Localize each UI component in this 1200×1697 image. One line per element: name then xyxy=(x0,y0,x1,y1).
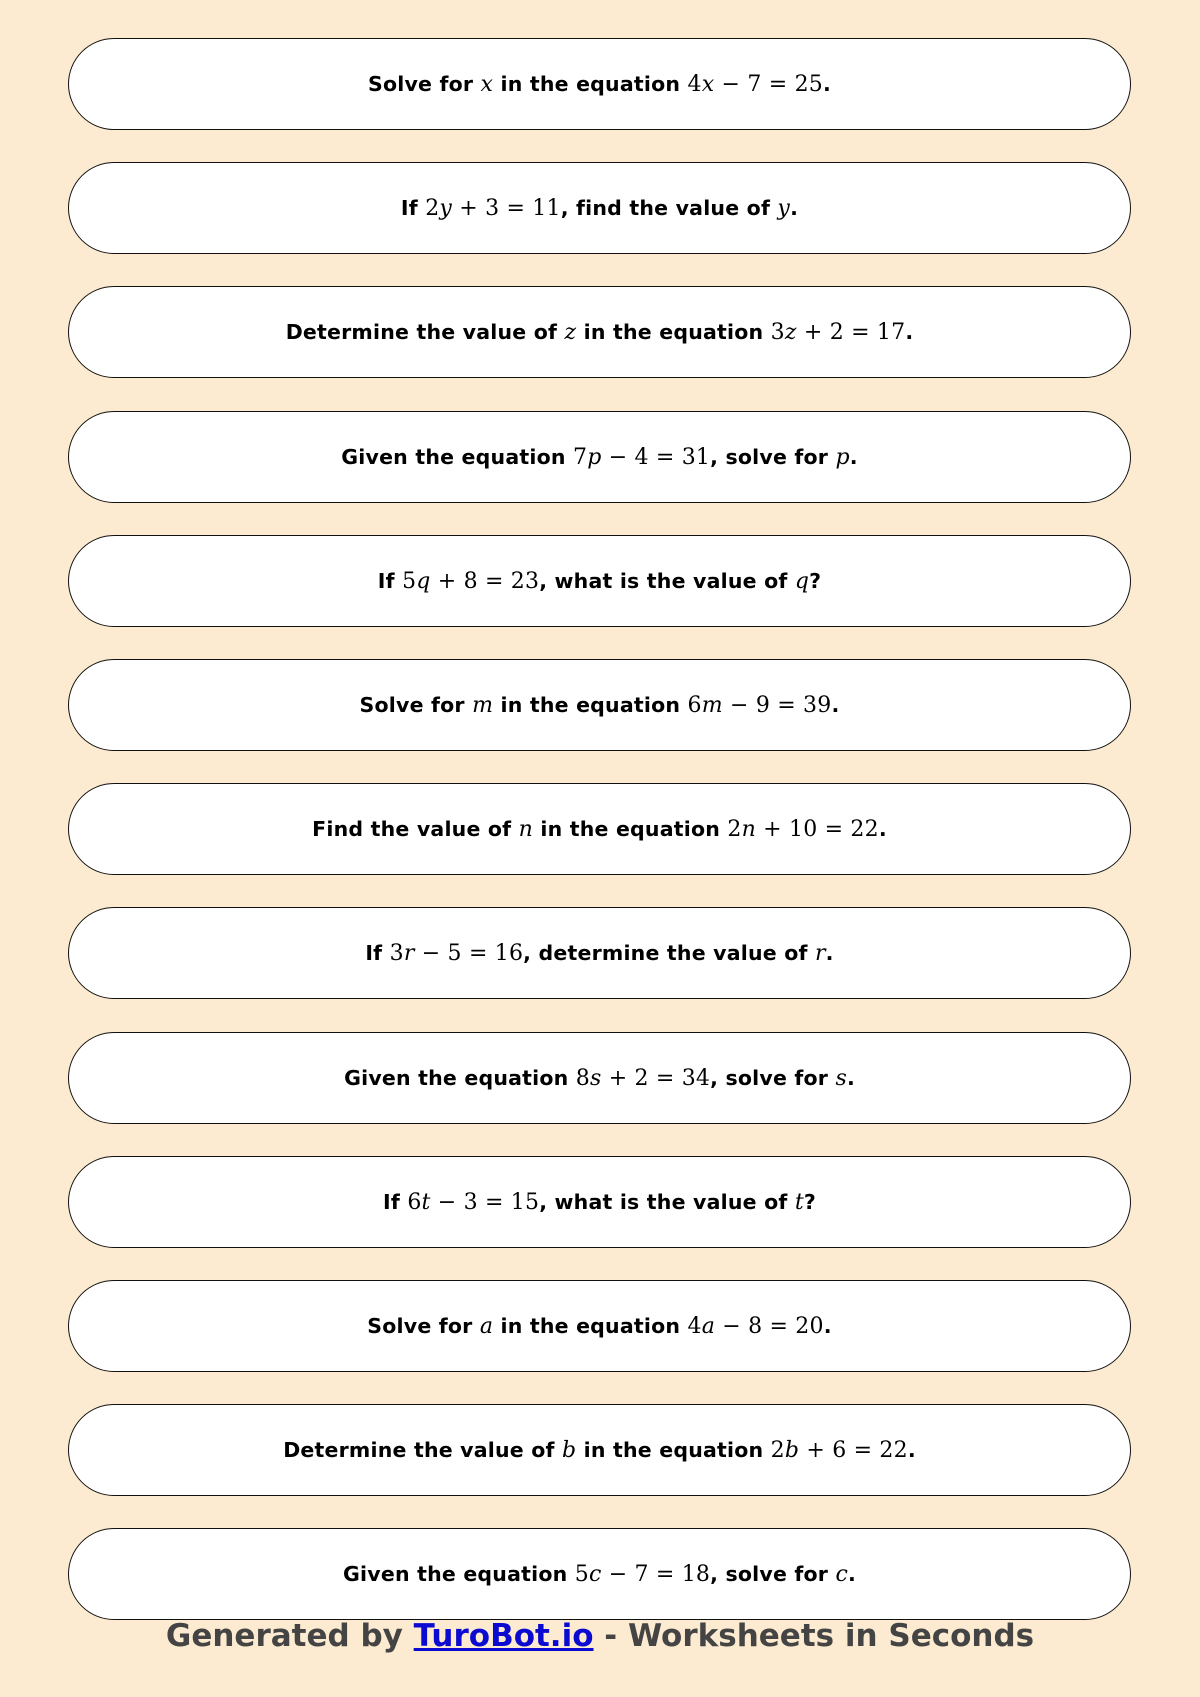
math-variable: p xyxy=(835,444,850,470)
question-card xyxy=(68,1404,1131,1496)
math-expression xyxy=(771,320,906,345)
math-expression xyxy=(573,445,710,470)
question-text xyxy=(378,569,821,594)
question-text-segment: . xyxy=(849,444,858,469)
math-variable: t xyxy=(794,1189,804,1215)
question-text-segment: Given the equation xyxy=(343,1561,575,1586)
question-text-segment: Determine the value of xyxy=(285,319,565,344)
math-term: 6 xyxy=(687,692,702,718)
math-variable: x xyxy=(480,71,494,97)
question-text xyxy=(343,1562,856,1587)
math-expression xyxy=(835,445,849,470)
footer-prefix: Generated by xyxy=(165,1618,414,1654)
math-variable: m xyxy=(701,692,723,718)
math-variable: b xyxy=(784,1437,800,1463)
math-term: 8 xyxy=(575,1065,590,1091)
question-card xyxy=(68,411,1131,503)
math-term: 5 xyxy=(402,568,417,594)
math-expression xyxy=(835,1066,847,1091)
math-variable: n xyxy=(741,816,756,842)
question-card xyxy=(68,162,1131,254)
question-card xyxy=(68,535,1131,627)
math-expression xyxy=(688,1314,824,1339)
question-text-segment: Given the equation xyxy=(344,1065,576,1090)
question-card xyxy=(68,1032,1131,1124)
math-variable: t xyxy=(421,1189,431,1215)
math-expression xyxy=(519,817,533,842)
math-expression xyxy=(777,196,790,221)
question-text-segment: Solve for xyxy=(359,692,473,717)
question-text-segment: Given the equation xyxy=(341,444,573,469)
footer-suffix: - Worksheets in Seconds xyxy=(593,1618,1035,1654)
question-text xyxy=(401,196,798,221)
math-variable: c xyxy=(835,1561,848,1587)
question-text-segment: . xyxy=(907,1437,916,1462)
math-expression xyxy=(688,693,832,718)
math-expression xyxy=(688,72,823,97)
math-term: + 2 = 17 xyxy=(796,319,906,345)
question-text-segment: , what is the value of xyxy=(539,568,795,593)
math-expression xyxy=(472,693,493,718)
math-term: − 7 = 18 xyxy=(601,1561,711,1587)
question-text-segment: . xyxy=(825,940,834,965)
math-term: 2 xyxy=(727,816,742,842)
question-text-segment: , determine the value of xyxy=(523,940,815,965)
math-term: − 3 = 15 xyxy=(430,1189,540,1215)
math-term: + 3 = 11 xyxy=(452,195,561,221)
math-variable: y xyxy=(439,195,453,221)
math-variable: z xyxy=(564,319,577,345)
math-term: 7 xyxy=(573,444,588,470)
math-term: 5 xyxy=(574,1561,589,1587)
math-expression xyxy=(835,1562,848,1587)
question-text-segment: If xyxy=(377,568,403,593)
math-variable: m xyxy=(472,692,494,718)
question-text-segment: . xyxy=(822,71,831,96)
math-expression xyxy=(795,569,809,594)
math-variable: x xyxy=(701,71,715,97)
math-term: − 5 = 16 xyxy=(414,940,524,966)
question-text-segment: Solve for xyxy=(367,1313,480,1338)
math-variable: r xyxy=(814,940,826,966)
math-term: − 7 = 25 xyxy=(714,71,823,97)
question-text-segment: in the equation xyxy=(576,319,771,344)
turobot-link[interactable]: TuroBot.io xyxy=(413,1618,594,1654)
question-text-segment: , solve for xyxy=(710,1561,836,1586)
math-term: 3 xyxy=(389,940,404,966)
question-card xyxy=(68,659,1131,751)
question-text-segment: , solve for xyxy=(710,1065,836,1090)
math-expression xyxy=(481,72,494,97)
math-variable: a xyxy=(479,1313,494,1339)
question-text-segment: in the equation xyxy=(493,692,688,717)
question-text xyxy=(367,1314,831,1339)
question-text xyxy=(360,693,840,718)
question-text-segment: ? xyxy=(809,568,822,593)
math-expression xyxy=(564,320,576,345)
math-variable: s xyxy=(835,1065,847,1091)
math-variable: s xyxy=(590,1065,602,1091)
math-term: + 2 = 34 xyxy=(601,1065,711,1091)
question-text-segment: . xyxy=(905,319,914,344)
question-text-segment: . xyxy=(847,1561,856,1586)
math-term: + 10 = 22 xyxy=(755,816,879,842)
math-expression xyxy=(771,1438,908,1463)
math-variable: q xyxy=(794,568,810,594)
math-variable: y xyxy=(777,195,791,221)
math-expression xyxy=(402,569,539,594)
math-expression xyxy=(562,1438,576,1463)
math-variable: p xyxy=(587,444,602,470)
math-variable: z xyxy=(784,319,797,345)
math-variable: a xyxy=(701,1313,716,1339)
footer xyxy=(0,1618,1200,1654)
question-text-segment: . xyxy=(878,816,887,841)
question-text-segment: . xyxy=(831,692,840,717)
math-expression xyxy=(425,196,560,221)
question-card xyxy=(68,1280,1131,1372)
math-term: 4 xyxy=(687,71,702,97)
question-text-segment: . xyxy=(846,1065,855,1090)
question-card xyxy=(68,1528,1131,1620)
math-term: + 6 = 22 xyxy=(799,1437,908,1463)
math-term: 6 xyxy=(407,1189,422,1215)
math-term: − 4 = 31 xyxy=(601,444,711,470)
question-card xyxy=(68,783,1131,875)
question-text-segment: If xyxy=(365,940,390,965)
question-text xyxy=(283,1438,916,1463)
question-text-segment: . xyxy=(823,1313,832,1338)
math-expression xyxy=(390,941,524,966)
question-text-segment: . xyxy=(790,195,799,220)
math-variable: c xyxy=(588,1561,602,1587)
math-expression xyxy=(480,1314,493,1339)
question-text xyxy=(365,941,833,966)
question-text-segment: If xyxy=(400,195,426,220)
question-text-segment: in the equation xyxy=(576,1437,771,1462)
math-variable: r xyxy=(403,940,415,966)
math-term: 2 xyxy=(770,1437,785,1463)
question-text xyxy=(312,817,887,842)
math-term: + 8 = 23 xyxy=(430,568,540,594)
question-text xyxy=(344,1066,855,1091)
math-variable: q xyxy=(416,568,431,594)
math-expression xyxy=(727,817,878,842)
question-text-segment: ? xyxy=(803,1189,816,1214)
math-term: 3 xyxy=(770,319,785,345)
math-variable: b xyxy=(561,1437,577,1463)
question-text-segment: in the equation xyxy=(533,816,728,841)
question-text-segment: Solve for xyxy=(368,71,481,96)
math-term: − 9 = 39 xyxy=(722,692,832,718)
math-term: 2 xyxy=(425,195,440,221)
math-expression xyxy=(576,1066,710,1091)
math-expression xyxy=(795,1190,804,1215)
question-text-segment: Find the value of xyxy=(312,816,519,841)
math-expression xyxy=(815,941,826,966)
question-text-segment: in the equation xyxy=(493,1313,688,1338)
question-text xyxy=(286,320,914,345)
math-expression xyxy=(407,1190,539,1215)
math-term: 4 xyxy=(687,1313,702,1339)
math-expression xyxy=(575,1562,710,1587)
question-text-segment: , what is the value of xyxy=(539,1189,795,1214)
question-text xyxy=(383,1190,816,1215)
question-card xyxy=(68,38,1131,130)
question-text-segment: in the equation xyxy=(493,71,688,96)
question-text xyxy=(368,72,831,97)
question-text-segment: , solve for xyxy=(710,444,836,469)
math-term: − 8 = 20 xyxy=(715,1313,824,1339)
question-text xyxy=(341,445,857,470)
question-card xyxy=(68,1156,1131,1248)
question-card xyxy=(68,907,1131,999)
question-card xyxy=(68,286,1131,378)
question-text-segment: Determine the value of xyxy=(283,1437,562,1462)
question-text-segment: If xyxy=(383,1189,408,1214)
question-text-segment: , find the value of xyxy=(560,195,778,220)
math-variable: n xyxy=(518,816,534,842)
